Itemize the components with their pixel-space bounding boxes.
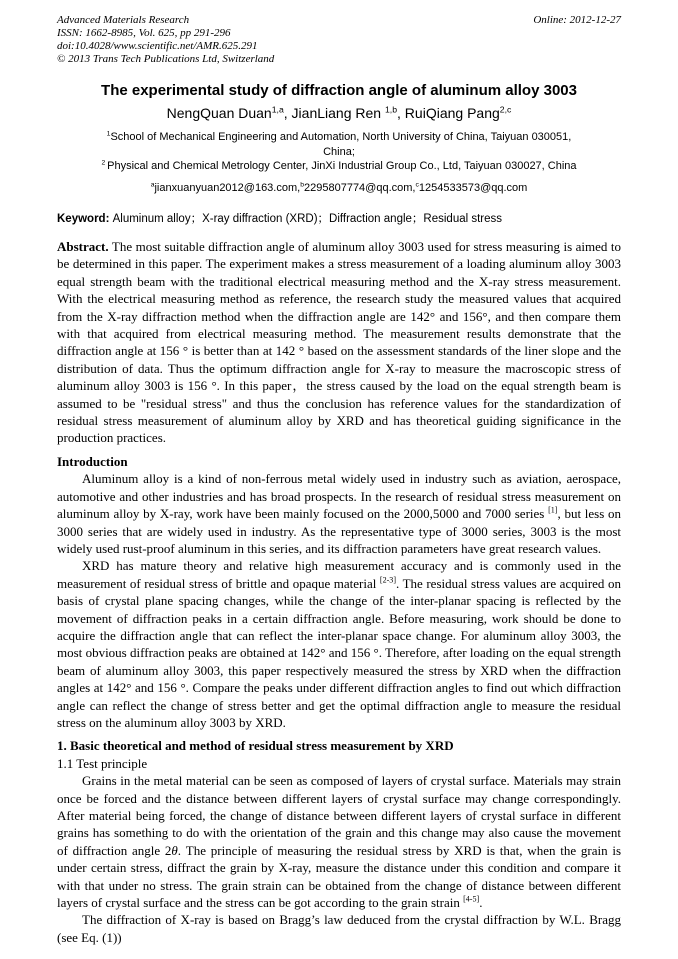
introduction-paragraph-1: Aluminum alloy is a kind of non-ferrous metal widely used in industry such as aviation, aerospace, automotive and other industries and has broad prospects. In the research of residual stress measurement on aluminum alloy by X-ray, work have been mainly focused on the 2000,5000 and 7000 series [1], but less on 3000 series that are widely used in industry. As the representative type of 3000 series, 3003 is the most widely used rust-proof aluminum in this series, and its diffraction parameters have great research values. xyxy=(57,471,621,556)
journal-issn-volume: ISSN: 1662-8985, Vol. 625, pp 291-296 xyxy=(57,27,231,39)
section-1-paragraph-1: Grains in the metal material can be seen as composed of layers of crystal surface. Materials may strain once be forced and the distance between different layers of crystal surface may change correspondingly. After material being forced, the change of distance between different layers of crystal surface in different grains has something to do with the orientation of the grain and this change may also cause the movement of diffraction angle 2θ. The principle of measuring the residual stress by XRD is that, when the grain is under certain stress, diffract the grain by X-ray, measure the distance under this condition and compare it with that under no stress. The grain strain can be obtained from the change of distance between different layers of crystal surface and the stress can be got according to the grain strain [4-5]. xyxy=(57,773,622,911)
author-emails-line: $^a$jianxuanyuan2012@163.com,$^b$2295807774@qq.com,$^c$1254533573@qq.com xyxy=(150,180,528,194)
affiliation-line-2: $^2$ Physical and Chemical Metrology Center, JinXi Industrial Group Co., Ltd, Taiyuan 030027, China xyxy=(101,159,577,172)
section-1-paragraph-2: The diffraction of X-ray is based on Bragg’s law deduced from the crystal diffraction by W.L. Bragg (see Eq. (1)) xyxy=(57,912,621,945)
section-subheading-1-1: 1.1 Test principle xyxy=(57,755,148,771)
abstract-paragraph: Abstract. The most suitable diffraction angle of aluminum alloy 3003 used for stress measuring is aimed to be determined in this paper. The experiment makes a stress measurement of a loading aluminum alloy 3003 equal strength beam with the traditional electrical measuring method and the X-ray stress measurement. With the electrical measuring method as reference, the research study the measured values that acquired from the X-ray diffraction method when the diffraction angle are 142° and 156°, and then compare them with that acquired from electrical measuring method. The measurement results demonstrate that the diffraction angle at 156 ° is better than at 142 ° based on the assessment standards of the liner slope and the distribution of data. Thus the optimum diffraction angle for X-ray to measure the macroscopic stress of aluminum alloy 3003 is 156 °. In this paper，the stress caused by the load on the equal strength beam is assumed to be "residual stress" and thus the conclusion has reference values for the standardization of residual stress measurement of aluminum alloy by XRD and has theoretical guiding significance in the production practices. xyxy=(57,239,621,446)
journal-header-left xyxy=(57,14,274,66)
affiliation-line-1: $^1$School of Mechanical Engineering and Automation, North University of China, Taiyuan 030051, xyxy=(106,130,572,143)
section-heading-introduction: Introduction xyxy=(57,453,128,469)
introduction-paragraph-2: XRD has mature theory and relative high measurement accuracy and is commonly used in the measurement of residual stress of brittle and opaque material [2-3]. The residual stress values are acquired on basis of crystal plane spacing changes, while the change of the inter-planar spacing is reflected by the movement of diffraction peaks in a certain diffraction angle. Before measuring, work should be done to acquire the diffraction angle that can reflect the inter-planar space change. For aluminum alloy 3003, the most obvious diffraction peaks are obtained at 142° and 156 °. Therefore, after loading on the equal strength beam of aluminum alloy 3003, this paper respectively measured the stress by XRD when the diffraction angles at 142° and 156 °. Compare the peaks under different diffraction angles to find out which diffraction angle can reflect the change of stress better and get the optimal diffraction angle to measure the residual stress on the aluminum alloy 3003 by XRD. xyxy=(57,558,621,730)
section-heading-1: 1. Basic theoretical and method of residual stress measurement by XRD xyxy=(57,738,454,754)
online-date: Online: 2012-12-27 xyxy=(533,14,621,26)
journal-doi: doi:10.4028/www.scientific.net/AMR.625.291 xyxy=(57,40,258,52)
journal-name: Advanced Materials Research xyxy=(57,14,190,26)
keywords-line: Keyword: Aluminum alloy；X-ray diffraction (XRD)；Diffraction angle；Residual stress xyxy=(57,213,503,225)
authors-line: NengQuan Duan$^{1,a}$, JianLiang Ren $^{1,b}$, RuiQiang Pang$^{2,c}$ xyxy=(166,104,512,121)
paper-title: The experimental study of diffraction angle of aluminum alloy 3003 xyxy=(101,82,577,99)
journal-header xyxy=(57,14,621,66)
affiliation-line-1-cont: China; xyxy=(323,145,355,158)
journal-copyright: © 2013 Trans Tech Publications Ltd, Switzerland xyxy=(57,53,275,65)
